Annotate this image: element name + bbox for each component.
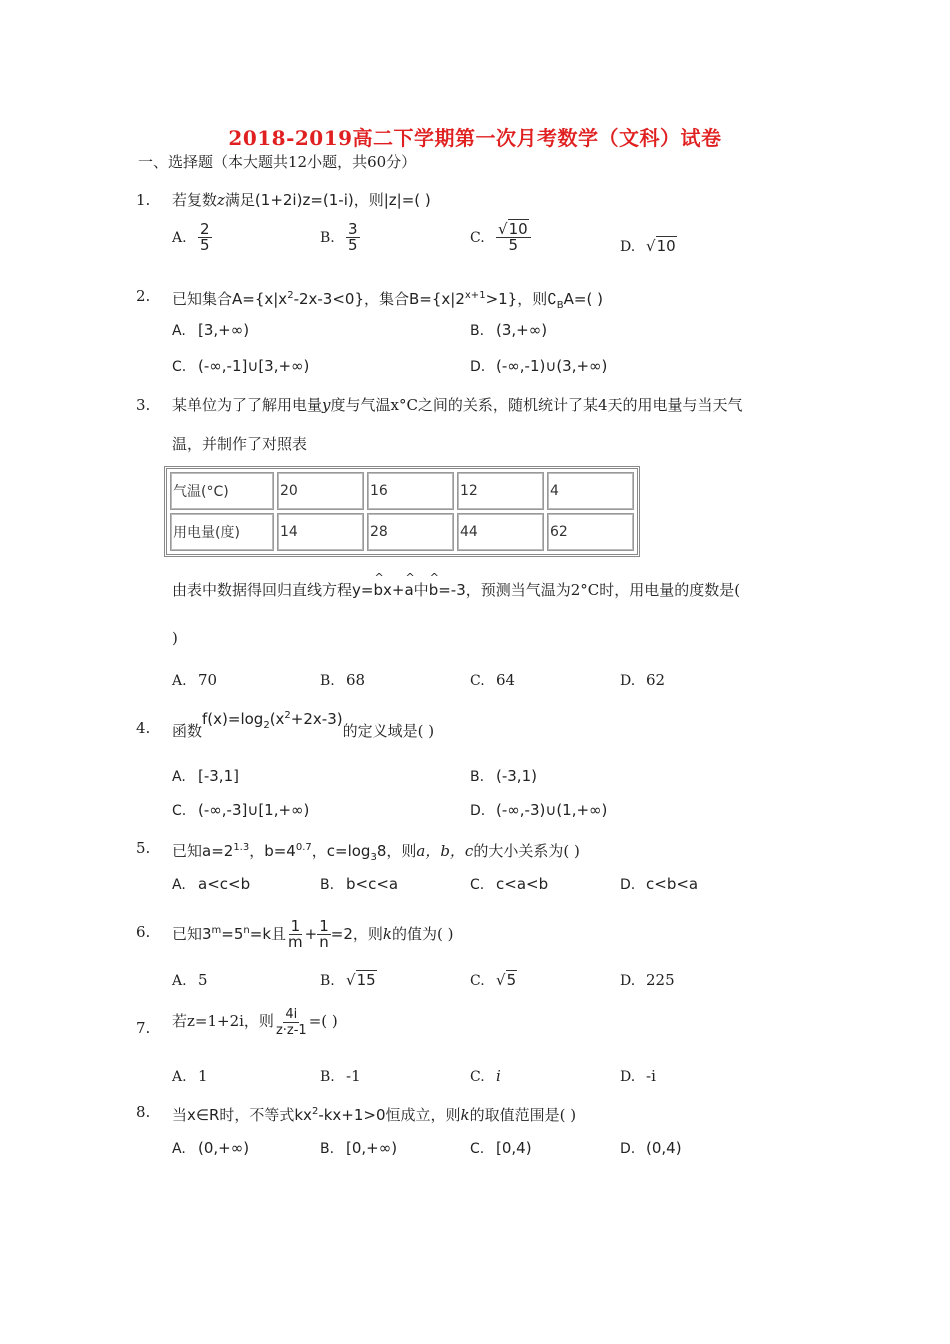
q3-stem-line2: 温，并制作了对照表 xyxy=(172,435,308,453)
q4-option-c[interactable]: C. (-∞,-3]∪[1,+∞) xyxy=(172,801,310,819)
table-row xyxy=(170,513,634,551)
q2-stem: 已知集合$A=\{x|x^2-2x-3<0\}$，集合$B=\{x|2^{x+1}>1\}$，则$∁_BA=$( ) xyxy=(172,290,603,311)
table-cell: 20 xyxy=(277,472,364,510)
q8-option-d[interactable]: D. (0,4) xyxy=(620,1139,682,1157)
table-cell: 4 xyxy=(547,472,634,510)
table-row xyxy=(170,472,634,510)
q1-option-c[interactable]: C. $\frac{√10}{5}$ xyxy=(470,222,531,253)
q7-option-d[interactable]: D. -i xyxy=(620,1067,656,1085)
q1-option-d[interactable]: D. √10 xyxy=(620,237,676,255)
table-cell: 44 xyxy=(457,513,544,551)
q6-number: 6. xyxy=(136,923,151,941)
q6-stem: 已知$3^m=5^n=k$且 $\frac{1}{m}$ + $\frac{1}{n}$ =2，则k的值为( ) xyxy=(172,917,454,951)
q2-option-b[interactable]: B. (3,+∞) xyxy=(470,321,548,339)
q7-option-c[interactable]: C. i xyxy=(470,1067,501,1085)
table-cell: 气温(°C) xyxy=(170,472,274,510)
q3-stem-line4: ) xyxy=(172,629,178,647)
table-cell: 用电量(度) xyxy=(170,513,274,551)
q3-stem-line1: 某单位为了了解用电量y度与气温x°C之间的关系，随机统计了某4天的用电量与当天气 xyxy=(172,396,743,414)
section-heading: 一、选择题（本大题共12小题，共60分） xyxy=(138,153,417,171)
q1-option-a[interactable]: A. $\frac{2}{5}$ xyxy=(172,220,210,254)
q5-number: 5. xyxy=(136,839,151,857)
q4-option-a[interactable]: A. [-3,1] xyxy=(172,767,239,785)
q3-stem-line3: 由表中数据得回归直线方程y=^ bx+^ a中^ b=-3，预测当气温为2°C时，用电量的度数是( xyxy=(172,580,740,600)
q2-option-a[interactable]: A. [3,+∞) xyxy=(172,321,250,339)
q5-option-b[interactable]: B. b<c<a xyxy=(320,875,399,893)
q6-option-c[interactable]: C. √5 xyxy=(470,971,517,989)
q8-option-a[interactable]: A. (0,+∞) xyxy=(172,1139,250,1157)
q5-option-c[interactable]: C. c<a<b xyxy=(470,875,549,893)
q1-number: 1. xyxy=(136,191,151,209)
q3-option-c[interactable]: C. 64 xyxy=(470,671,516,689)
q4-option-b[interactable]: B. (-3,1) xyxy=(470,767,537,785)
q5-stem: 已知$a=2^{1.3}$，$b=4^{0.7}$，$c=\log_38$，则a，b，c的大小关系为( ) xyxy=(172,842,580,863)
table-cell: 16 xyxy=(367,472,454,510)
q5-option-a[interactable]: A. a<c<b xyxy=(172,875,251,893)
table-cell: 28 xyxy=(367,513,454,551)
q3-option-b[interactable]: B. 68 xyxy=(320,671,366,689)
table-cell: 62 xyxy=(547,513,634,551)
table-cell: 14 xyxy=(277,513,364,551)
q2-number: 2. xyxy=(136,287,151,305)
q3-number: 3. xyxy=(136,396,151,414)
q1-stem: 若复数z满足(1+2i)z=(1-i)，则|z|=( ) xyxy=(172,191,431,209)
table-cell: 12 xyxy=(457,472,544,510)
q4-stem: 函数$f(x)=\log_2(x^2+2x-3)$的定义域是( ) xyxy=(172,710,435,740)
q8-number: 8. xyxy=(136,1103,151,1121)
q7-option-a[interactable]: A. 1 xyxy=(172,1067,208,1085)
q4-option-d[interactable]: D. (-∞,-3)∪(1,+∞) xyxy=(470,801,608,819)
q8-option-c[interactable]: C. [0,4) xyxy=(470,1139,532,1157)
q2-option-c[interactable]: C. (-∞,-1]∪[3,+∞) xyxy=(172,357,310,375)
q1-option-b[interactable]: B. $\frac{3}{5}$ xyxy=(320,220,358,254)
q5-option-d[interactable]: D. c<b<a xyxy=(620,875,699,893)
q3-option-d[interactable]: D. 62 xyxy=(620,671,666,689)
q6-option-d[interactable]: D. 225 xyxy=(620,971,675,989)
q6-option-a[interactable]: A. 5 xyxy=(172,971,208,989)
q3-option-a[interactable]: A. 70 xyxy=(172,671,218,689)
q7-number: 7. xyxy=(136,1019,151,1037)
q8-stem: 当x∈R时，不等式$kx^2-kx+1>0$恒成立，则k的取值范围是( ) xyxy=(172,1106,577,1124)
q8-option-b[interactable]: B. [0,+∞) xyxy=(320,1139,398,1157)
q7-stem: 若z=1+2i，则 $\frac{4i}{z\cdot z-1}$ =( ) xyxy=(172,1006,338,1038)
q2-option-d[interactable]: D. (-∞,-1)∪(3,+∞) xyxy=(470,357,608,375)
q4-number: 4. xyxy=(136,719,151,737)
q6-option-b[interactable]: B. √15 xyxy=(320,971,376,989)
exam-title: 2018-2019高二下学期第一次月考数学（文科）试卷 xyxy=(228,126,722,150)
q3-data-table xyxy=(164,466,640,557)
q7-option-b[interactable]: B. -1 xyxy=(320,1067,361,1085)
